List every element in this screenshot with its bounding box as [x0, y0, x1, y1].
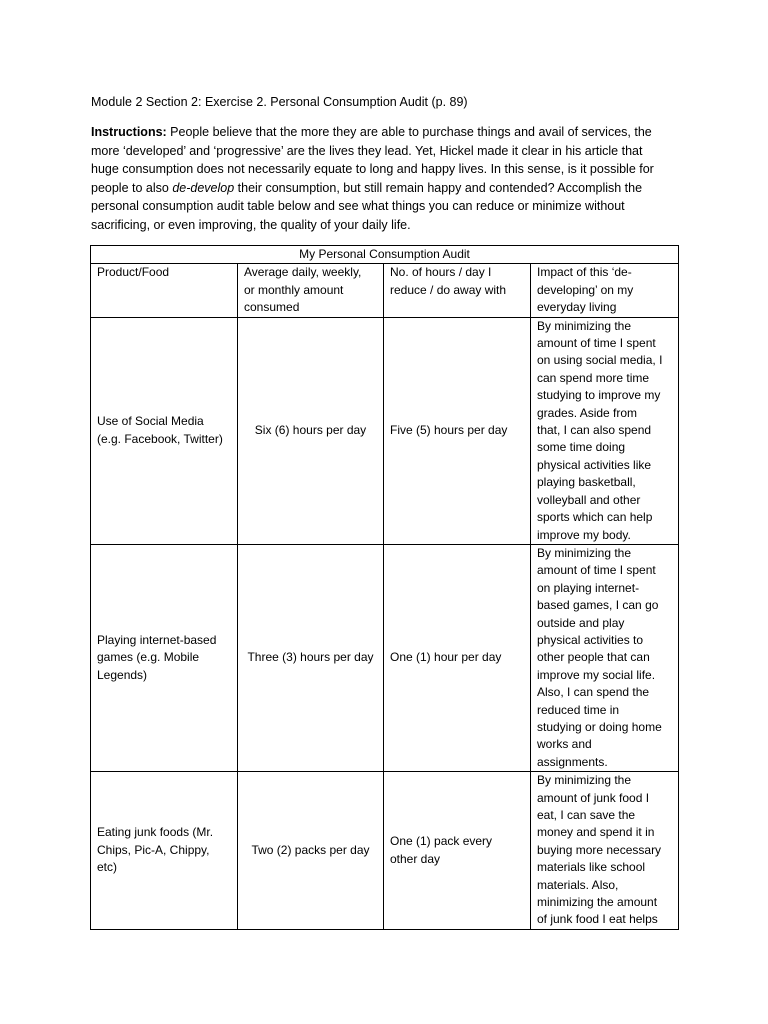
cell-line: One (1) hour per day [390, 650, 502, 665]
cell-line: games (e.g. Mobile [97, 650, 200, 665]
cell-line: money and spend it in [537, 825, 655, 840]
impact-cell [531, 544, 679, 771]
cell-line: By minimizing the [537, 545, 632, 560]
table-header-row [91, 264, 679, 317]
instructions-text: People believe that the more they are able to purchase things and avail of services, the [166, 125, 652, 139]
cell-line: studying or doing home [537, 719, 662, 734]
amount-cell: Three (3) hours per day [238, 544, 384, 771]
reduce-cell [384, 544, 531, 771]
consumption-audit-table [90, 245, 679, 930]
table-row [91, 544, 679, 771]
header-impact [531, 264, 679, 317]
header-reduce [384, 264, 531, 317]
header-amount [238, 264, 384, 317]
instructions-text: people to also [91, 180, 173, 195]
cell-line: some time doing [537, 440, 626, 455]
cell-line: works and [537, 737, 592, 752]
cell-line: amount of time I spent [537, 563, 656, 578]
product-cell [91, 544, 238, 771]
instructions-line: huge consumption does not necessarily equate to long and happy lives. In this sense, is it possible for [91, 162, 654, 176]
instructions-line [91, 179, 681, 198]
cell-line: volleyball and other [537, 492, 641, 507]
header-line: developing’ on my [537, 282, 634, 297]
cell-line: By minimizing the [537, 318, 632, 333]
cell-line: improve my body. [537, 527, 631, 542]
impact-cell [531, 317, 679, 544]
cell-line: playing basketball, [537, 475, 636, 490]
cell-line: reduced time in [537, 702, 620, 717]
cell-line: One (1) pack every [390, 834, 493, 849]
cell-line: Use of Social Media [97, 414, 204, 429]
cell-line: physical activities to [537, 632, 644, 647]
reduce-cell [384, 317, 531, 544]
cell-line: Legends) [97, 667, 148, 682]
header-line: everyday living [537, 300, 617, 315]
cell-line: amount of time I spent [537, 336, 656, 351]
reduce-cell [384, 772, 531, 930]
cell-line: Playing internet-based [97, 632, 217, 647]
header-line: Product/Food [97, 265, 170, 280]
header-line: Impact of this ‘de- [537, 265, 632, 280]
exercise-heading: Module 2 Section 2: Exercise 2. Personal Consumption Audit (p. 89) [91, 95, 468, 109]
instructions-paragraph [91, 123, 681, 234]
cell-line: outside and play [537, 615, 625, 630]
cell-line: other day [390, 851, 441, 866]
cell-line: amount of junk food I [537, 790, 650, 805]
header-line: consumed [244, 300, 300, 315]
header-line: Average daily, weekly, [244, 265, 362, 280]
instructions-label: Instructions: [91, 125, 167, 139]
header-line: reduce / do away with [390, 282, 507, 297]
product-cell [91, 317, 238, 544]
cell-line: materials like school [537, 860, 646, 875]
header-line: or monthly amount [244, 282, 344, 297]
instructions-text: their consumption, but still remain happy and contended? Accomplish the [237, 180, 643, 195]
cell-line: sports which can help [537, 510, 653, 525]
cell-line: improve my social life. [537, 667, 656, 682]
cell-line: other people that can [537, 650, 650, 665]
cell-line: studying to improve my [537, 388, 661, 403]
table-title: My Personal Consumption Audit [91, 246, 679, 264]
amount-cell: Six (6) hours per day [238, 317, 384, 544]
cell-line: Five (5) hours per day [390, 423, 508, 438]
cell-line: Chips, Pic-A, Chippy, [97, 842, 210, 857]
product-cell [91, 772, 238, 930]
cell-line: (e.g. Facebook, Twitter) [97, 431, 223, 446]
cell-line: on playing internet- [537, 580, 640, 595]
header-line: No. of hours / day I [390, 265, 492, 280]
instructions-line [91, 123, 681, 142]
instructions-line: personal consumption audit table below and see what things you can reduce or minimize without [91, 199, 625, 213]
cell-line: can spend more time [537, 370, 650, 385]
cell-line: grades. Aside from [537, 405, 638, 420]
instructions-line: more ‘developed’ and ‘progressive’ are the lives they lead. Yet, Hickel made it clear in his article that [91, 143, 643, 158]
cell-line: eat, I can save the [537, 808, 636, 822]
cell-line: of junk food I eat helps [537, 912, 658, 927]
cell-line: By minimizing the [537, 773, 632, 788]
instructions-line: sacrificing, or even improving, the quality of your daily life. [91, 217, 411, 232]
cell-line: assignments. [537, 754, 608, 769]
cell-line: on using social media, I [537, 353, 663, 368]
cell-line: etc) [97, 860, 118, 875]
cell-line: minimizing the amount [537, 895, 658, 910]
cell-line: buying more necessary [537, 842, 662, 857]
cell-line: that, I can also spend [537, 423, 652, 438]
table-row [91, 772, 679, 930]
impact-cell [531, 772, 679, 930]
table-row [91, 317, 679, 544]
header-product [91, 264, 238, 317]
amount-cell: Two (2) packs per day [238, 772, 384, 930]
cell-line: based games, I can go [537, 598, 659, 613]
instructions-italic-term: de-develop [172, 180, 235, 195]
cell-line: Eating junk foods (Mr. [97, 825, 214, 840]
cell-line: materials. Also, [537, 877, 619, 892]
cell-line: physical activities like [537, 457, 652, 472]
table-title-row [91, 246, 679, 264]
cell-line: Also, I can spend the [537, 685, 650, 700]
